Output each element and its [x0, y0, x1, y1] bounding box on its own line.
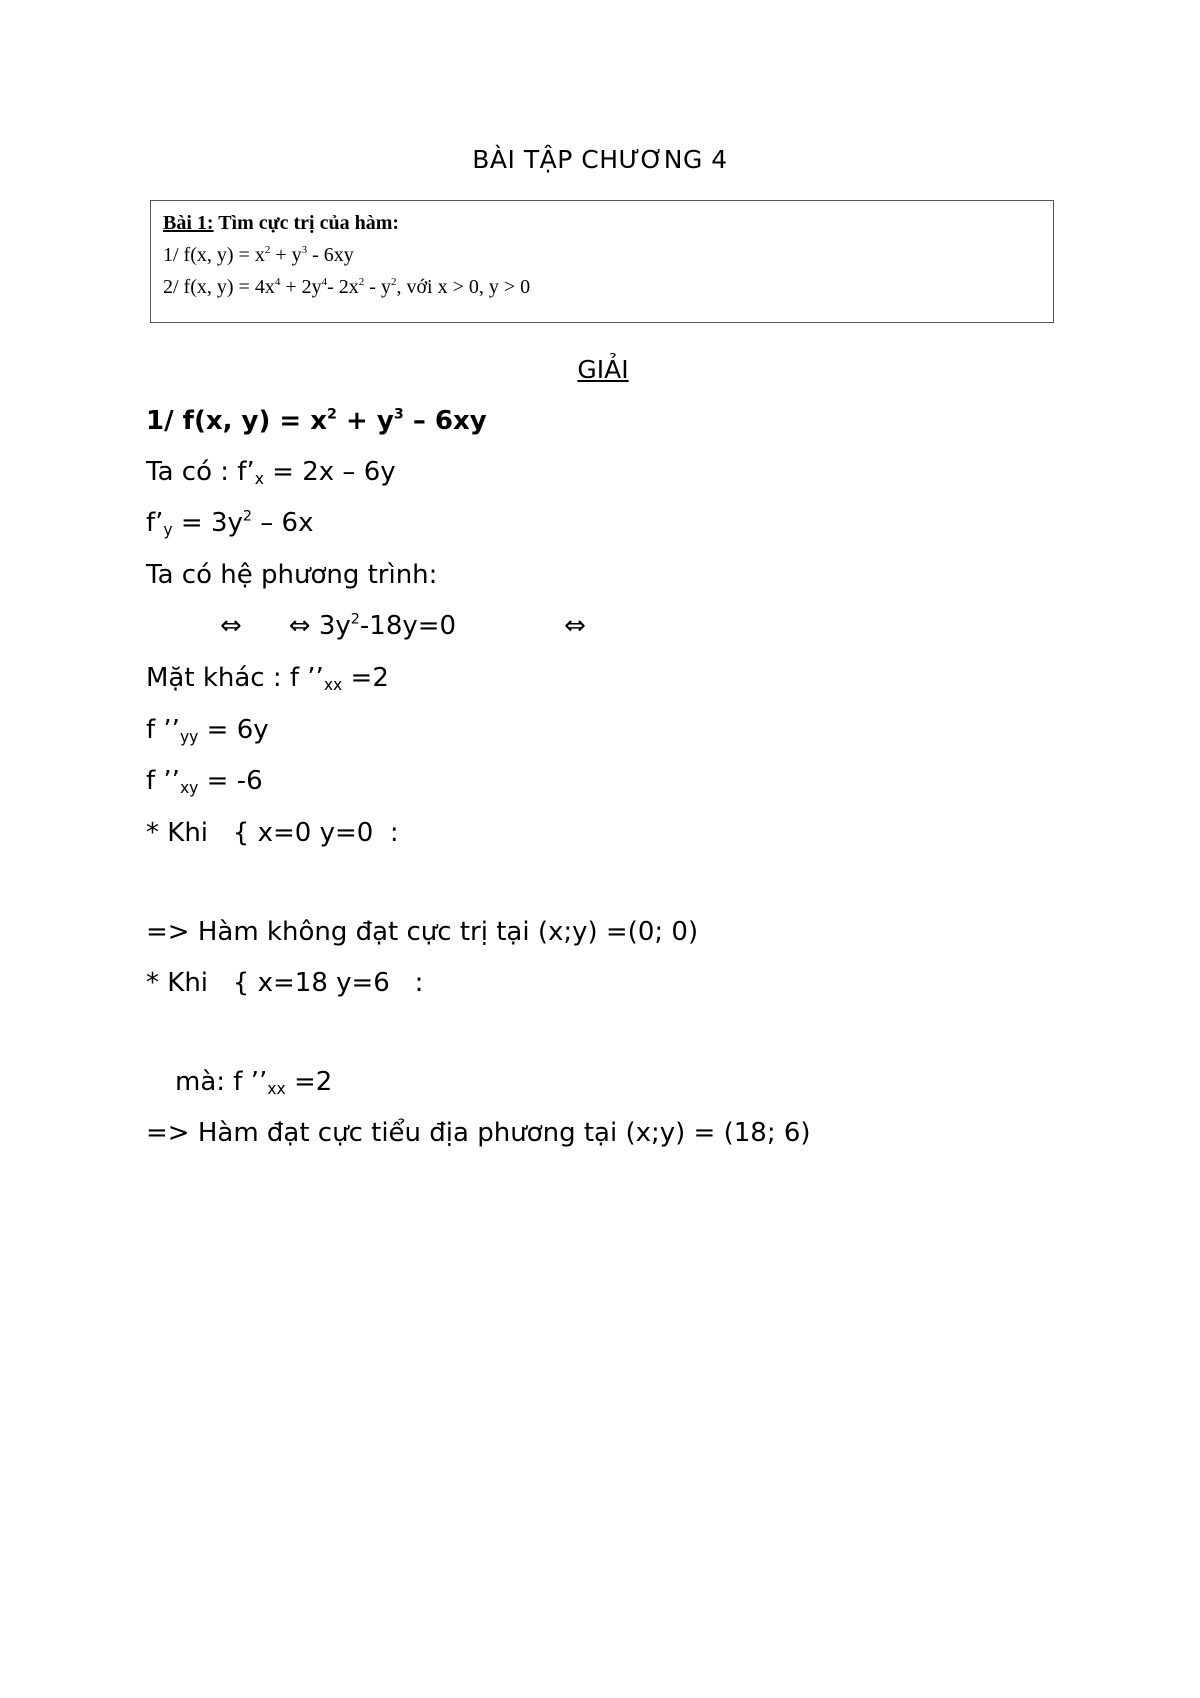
line-text: f(x, y) = x: [173, 406, 328, 436]
line-text: =2: [285, 1067, 333, 1097]
line-text: = 3y: [172, 508, 243, 538]
line-text: 3y: [310, 611, 351, 641]
page-title: BÀI TẬP CHƯƠNG 4: [472, 145, 728, 174]
equivalence-line: [146, 611, 586, 641]
second-derivative-yy-line: [146, 715, 269, 745]
exponent: 2: [390, 275, 397, 288]
subscript: xy: [179, 778, 199, 797]
equivalence-symbol: ⇔: [288, 611, 311, 641]
exponent: 2: [358, 275, 365, 288]
line-text: Ta có : f’: [146, 457, 255, 487]
problem-item-1-prefix: 1/ f(x, y) = x: [163, 244, 265, 266]
problem-heading: [163, 207, 1041, 239]
solution-function-line: [146, 406, 487, 436]
exponent: 3: [301, 243, 308, 256]
line-text: + y: [336, 406, 394, 436]
subscript: x: [254, 469, 264, 488]
case-2-conclusion: => Hàm đạt cực tiểu địa phương tại (x;y) = (18; 6): [146, 1118, 811, 1148]
line-text: f’: [146, 508, 164, 538]
line-text: – 6xy: [403, 406, 487, 436]
line-text: = 2x – 6y: [263, 457, 396, 487]
line-label: 1/: [146, 406, 174, 436]
problem-item-2: [163, 271, 1041, 303]
case-1-conclusion: => Hàm không đạt cực trị tại (x;y) =(0; 0): [146, 917, 699, 947]
exponent: 3: [393, 406, 404, 423]
derivative-y-line: [146, 508, 313, 538]
case-2-line: * Khi { x=18 y=6 :: [146, 968, 424, 998]
subscript: xx: [323, 675, 343, 694]
exponent: 2: [264, 243, 271, 256]
solution-heading: GIẢI: [577, 355, 629, 384]
exponent: 4: [321, 275, 328, 288]
problem-heading-text: Tìm cực trị của hàm:: [213, 212, 400, 234]
equivalence-symbol: ⇔: [220, 611, 242, 641]
line-text: =2: [342, 663, 389, 693]
problem-item-2-suffix: , với x > 0, y > 0: [396, 276, 531, 298]
problem-item-1-suffix: - 6xy: [307, 244, 354, 266]
subscript: xx: [267, 1079, 286, 1098]
problem-item-1-mid: + y: [270, 244, 302, 266]
problem-item-2-mid2: - 2x: [327, 276, 359, 298]
problem-item-2-mid1: + 2y: [280, 276, 322, 298]
system-intro-line: Ta có hệ phương trình:: [146, 560, 438, 590]
subscript: y: [163, 520, 173, 539]
line-text: mà: f ’’: [175, 1067, 268, 1097]
second-derivative-xy-line: [146, 766, 263, 796]
line-text: f ’’: [146, 715, 180, 745]
line-text: = -6: [198, 766, 263, 796]
line-text: Mặt khác : f ’’: [146, 663, 324, 693]
derivative-x-line: [146, 457, 396, 487]
line-text: f ’’: [146, 766, 180, 796]
equivalence-symbol: ⇔: [564, 611, 586, 641]
line-text: – 6x: [252, 508, 314, 538]
exponent: 4: [274, 275, 281, 288]
problem-label: Bài 1:: [163, 212, 214, 234]
exponent: 2: [242, 508, 253, 525]
case-2-condition: [175, 1067, 332, 1097]
case-1-line: * Khi { x=0 y=0 :: [146, 818, 399, 848]
exponent: 2: [350, 611, 360, 628]
line-text: -18y=0: [359, 611, 457, 641]
subscript: yy: [179, 727, 199, 746]
problem-item-2-prefix: 2/ f(x, y) = 4x: [163, 276, 275, 298]
line-text: = 6y: [198, 715, 269, 745]
second-derivative-xx-line: [146, 663, 389, 693]
exponent: 2: [327, 406, 337, 423]
problem-box: [150, 200, 1054, 323]
problem-item-1: [163, 239, 1041, 271]
problem-item-2-mid3: - y: [364, 276, 391, 298]
